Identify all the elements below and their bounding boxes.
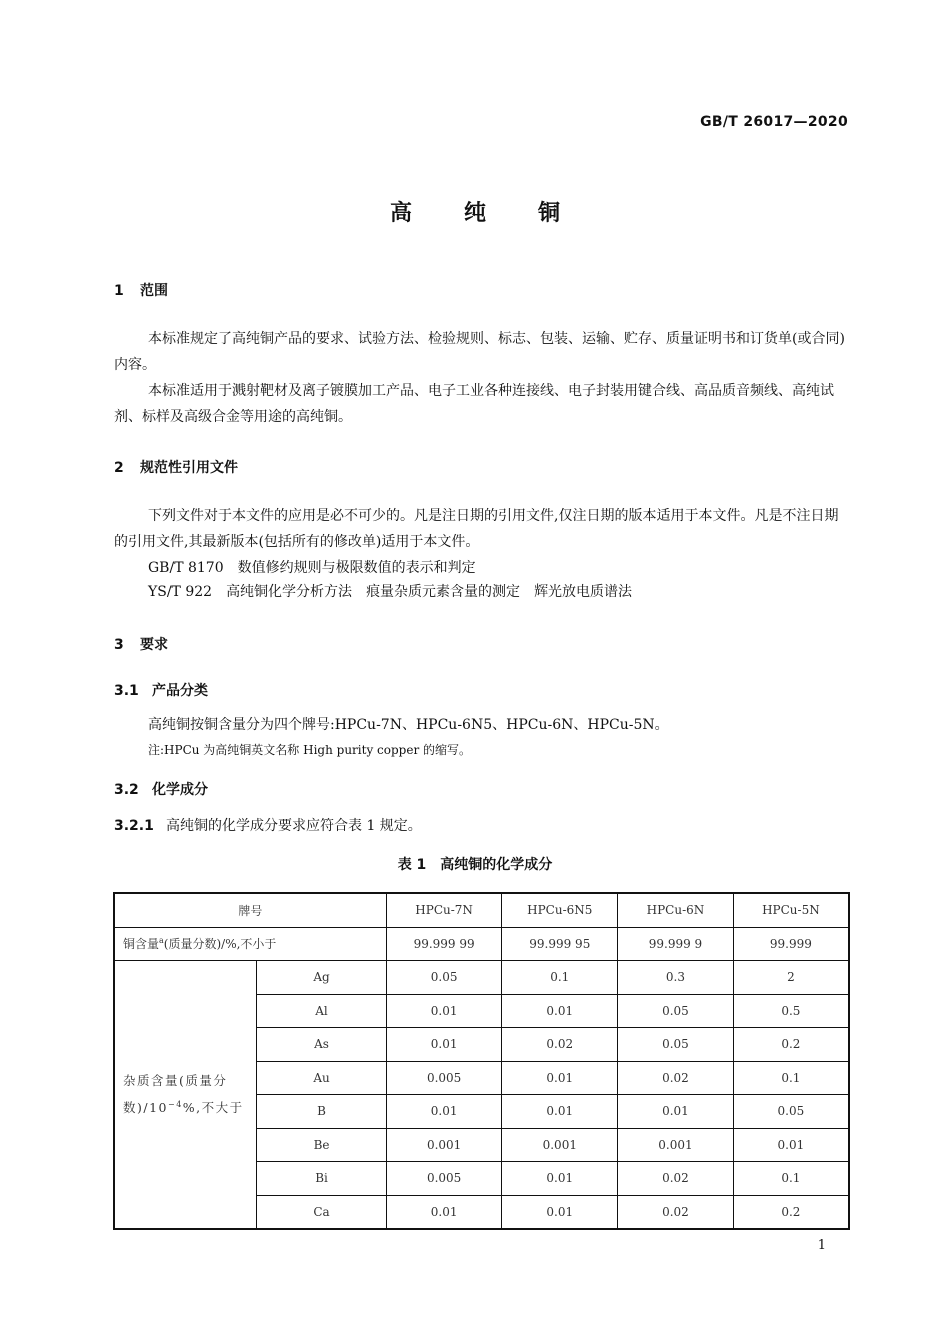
- value-cell: 0.05: [618, 994, 734, 1028]
- section-title: 产品分类: [152, 683, 208, 699]
- section-number: 3: [114, 637, 124, 653]
- value-cell: 0.05: [386, 961, 502, 995]
- impurity-content-label: 杂质含量(质量分 数)$/10^{-4}\%$,不大于: [114, 961, 257, 1230]
- value-cell: 0.005: [386, 1061, 502, 1095]
- paragraph: 本标准规定了高纯铜产品的要求、试验方法、检验规则、标志、包装、运输、贮存、质量证明书和订货单(或合同)内容。: [114, 331, 845, 373]
- table-row: [114, 927, 849, 961]
- value-cell: 99.999 95: [502, 927, 618, 961]
- value-cell: 0.01: [386, 994, 502, 1028]
- table-row: [114, 893, 849, 927]
- element-cell: B: [257, 1095, 387, 1129]
- value-cell: 0.01: [502, 1195, 618, 1229]
- table-row: [114, 961, 849, 995]
- section-title: 规范性引用文件: [140, 460, 238, 476]
- value-cell: 0.02: [502, 1028, 618, 1062]
- value-cell: 0.001: [502, 1128, 618, 1162]
- value-cell: 99.999 99: [386, 927, 502, 961]
- value-cell: 0.1: [733, 1162, 849, 1196]
- value-cell: 0.01: [502, 1061, 618, 1095]
- clause-number: 3.2.1: [114, 818, 154, 834]
- reference-item: [148, 555, 476, 581]
- value-cell: 0.01: [618, 1095, 734, 1129]
- grade-cell: HPCu-6N: [618, 893, 734, 927]
- reference-item: [148, 579, 632, 605]
- page-title: [0, 196, 950, 227]
- value-cell: 0.005: [386, 1162, 502, 1196]
- element-cell: Al: [257, 994, 387, 1028]
- page-number: 1: [817, 1238, 826, 1253]
- value-cell: 0.1: [502, 961, 618, 995]
- section-title: 化学成分: [152, 782, 208, 798]
- title-char: 高: [389, 201, 412, 226]
- value-cell: 2: [733, 961, 849, 995]
- reference-code: GB/T 8170: [148, 560, 224, 576]
- value-cell: 99.999 9: [618, 927, 734, 961]
- value-cell: 0.01: [502, 994, 618, 1028]
- note: 注:HPCu 为高纯铜英文名称 High purity copper 的缩写。: [148, 743, 472, 757]
- reference-title: 痕量杂质元素含量的测定: [366, 584, 521, 600]
- value-cell: 0.01: [386, 1028, 502, 1062]
- value-cell: 0.001: [386, 1128, 502, 1162]
- value-cell: 0.02: [618, 1061, 734, 1095]
- value-cell: 0.01: [386, 1195, 502, 1229]
- section-number: 1: [114, 283, 124, 299]
- value-cell: 0.05: [733, 1095, 849, 1129]
- chemical-composition-table: [113, 892, 850, 1230]
- reference-title: 数值修约规则与极限数值的表示和判定: [237, 560, 476, 576]
- element-cell: Au: [257, 1061, 387, 1095]
- value-cell: 0.1: [733, 1061, 849, 1095]
- grade-cell: HPCu-7N: [386, 893, 502, 927]
- value-cell: 0.02: [618, 1162, 734, 1196]
- subsection-heading: [114, 779, 208, 799]
- value-cell: 0.2: [733, 1028, 849, 1062]
- clause-text: 高纯铜的化学成分要求应符合表 1 规定。: [166, 818, 422, 834]
- value-cell: 0.2: [733, 1195, 849, 1229]
- reference-code: YS/T 922: [148, 584, 213, 600]
- table-caption: 表 1 高纯铜的化学成分: [397, 857, 553, 873]
- section-heading: [114, 457, 238, 477]
- section-heading: [114, 634, 168, 654]
- element-cell: Ca: [257, 1195, 387, 1229]
- paragraph: 高纯铜按铜含量分为四个牌号:HPCu-7N、HPCu-6N5、HPCu-6N、HPCu-5N。: [148, 717, 669, 733]
- element-cell: As: [257, 1028, 387, 1062]
- value-cell: 99.999: [733, 927, 849, 961]
- copper-content-label: 铜含量$^a$(质量分数)/%,不小于: [114, 927, 386, 961]
- value-cell: 0.5: [733, 994, 849, 1028]
- value-cell: 0.02: [618, 1195, 734, 1229]
- paragraph: 本标准适用于溅射靶材及离子镀膜加工产品、电子工业各种连接线、电子封装用键合线、高品质音频线、高纯试剂、标样及高级合金等用途的高纯铜。: [114, 383, 834, 425]
- grade-cell: HPCu-6N5: [502, 893, 618, 927]
- value-cell: 0.01: [502, 1095, 618, 1129]
- value-cell: 0.3: [618, 961, 734, 995]
- section-title: 范围: [140, 283, 168, 299]
- section-number: 3.2: [114, 782, 139, 798]
- standard-code: GB/T 26017—2020: [700, 114, 848, 130]
- section-number: 3.1: [114, 683, 139, 699]
- clause: [114, 813, 422, 839]
- value-cell: 0.01: [502, 1162, 618, 1196]
- value-cell: 0.001: [618, 1128, 734, 1162]
- element-cell: Be: [257, 1128, 387, 1162]
- grade-cell: HPCu-5N: [733, 893, 849, 927]
- value-cell: 0.01: [733, 1128, 849, 1162]
- section-number: 2: [114, 460, 124, 476]
- value-cell: 0.05: [618, 1028, 734, 1062]
- grade-header: 牌号: [114, 893, 386, 927]
- paragraph: 下列文件对于本文件的应用是必不可少的。凡是注日期的引用文件,仅注日期的版本适用于本文件。凡是不注日期的引用文件,其最新版本(包括所有的修改单)适用于本文件。: [114, 508, 839, 550]
- title-char: 铜: [538, 201, 561, 226]
- reference-title: 辉光放电质谱法: [534, 584, 633, 600]
- element-cell: Ag: [257, 961, 387, 995]
- title-char: 纯: [463, 201, 486, 226]
- section-heading: [114, 280, 168, 300]
- subsection-heading: [114, 680, 208, 700]
- value-cell: 0.01: [386, 1095, 502, 1129]
- element-cell: Bi: [257, 1162, 387, 1196]
- reference-title: 高纯铜化学分析方法: [226, 584, 353, 600]
- section-title: 要求: [140, 637, 168, 653]
